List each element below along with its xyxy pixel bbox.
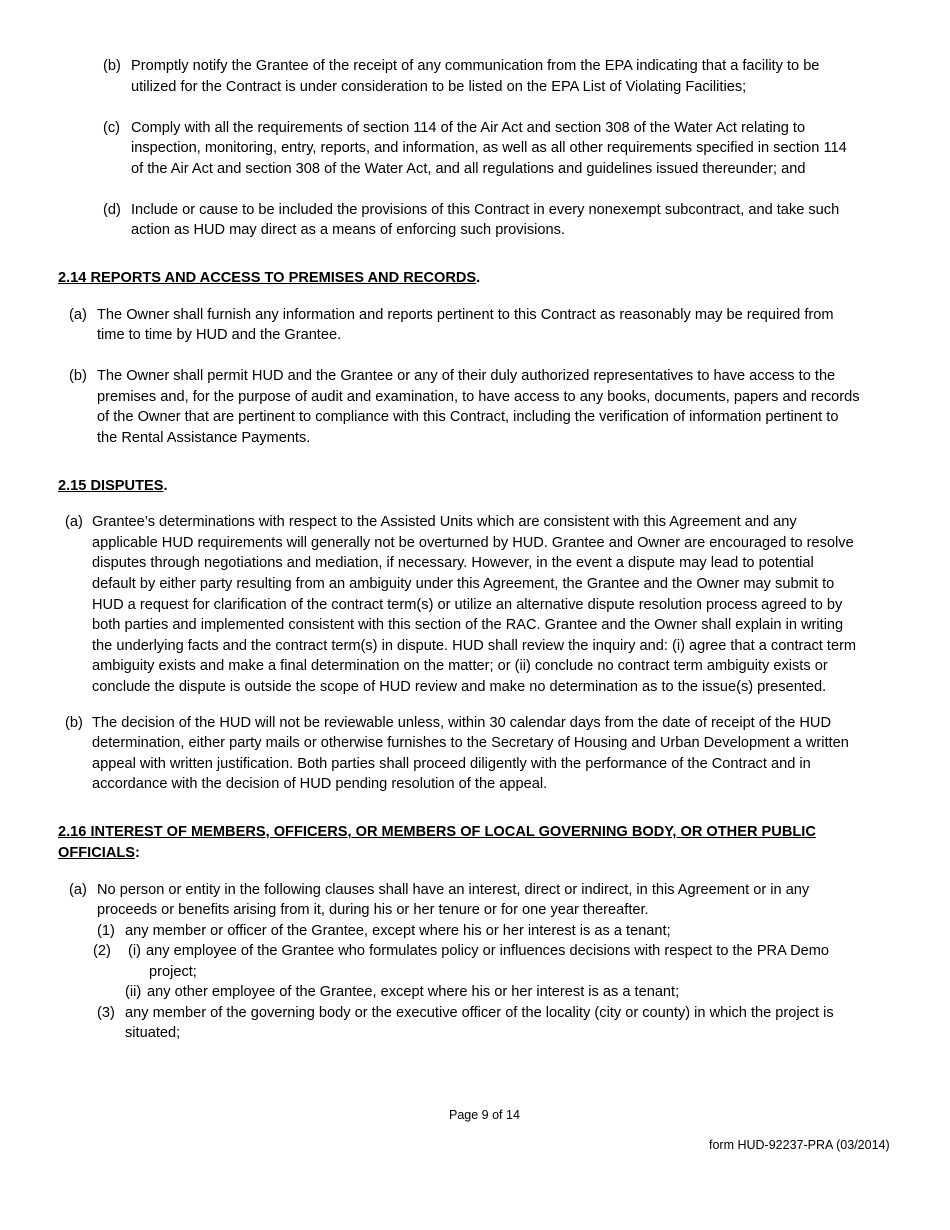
text-line: time to time by HUD and the Grantee. (97, 327, 342, 343)
section-2-16-heading-cont: OFFICIALS: (58, 845, 140, 861)
item-label: (b) (65, 715, 83, 731)
text-line: any employee of the Grantee who formulates policy or influences decisions with respect to the PRA Demo (146, 943, 830, 959)
item-label: (d) (103, 202, 121, 218)
form-id: form HUD-92237-PRA (03/2014) (709, 1138, 890, 1152)
text-line: default by either party resulting from an ambiguity under this Agreement, the Grantee and the Owner may submit to (92, 576, 835, 592)
item-label: (b) (69, 368, 87, 384)
section-number: 2.14 (58, 270, 87, 286)
text-line: appeal with written justification. Both parties shall proceed diligently with the performance of the Contract and in (92, 756, 811, 772)
section-2-14-heading: 2.14 REPORTS AND ACCESS TO PREMISES AND RECORDS. (58, 270, 481, 286)
text-line: disputes through negotiations and mediation, if necessary. However, in the event a dispute may lead to potential (92, 555, 814, 571)
text-line: Comply with all the requirements of section 114 of the Air Act and section 308 of the Water Act relating to (131, 120, 806, 136)
text-line: No person or entity in the following clauses shall have an interest, direct or indirect, in this Agreement or in any (97, 882, 810, 898)
text-line: The Owner shall furnish any information and reports pertinent to this Contract as reasonably may be required from (97, 307, 834, 323)
section-title-cont: OFFICIALS (58, 845, 136, 861)
text-line: determination, either party mails or otherwise furnishes to the Secretary of Housing and Urban Development a written (92, 735, 849, 751)
sub-item-label: (ii) (125, 984, 142, 1000)
section-title: INTEREST OF MEMBERS, OFFICERS, OR MEMBERS OF LOCAL GOVERNING BODY, OR OTHER PUBLIC (90, 824, 816, 840)
text-line: project; (149, 964, 197, 980)
item-label: (3) (97, 1005, 115, 1021)
text-line: utilized for the Contract is under consideration to be listed on the EPA List of Violating Facilities; (131, 79, 747, 95)
item-label: (b) (103, 58, 121, 74)
text-line: the Rental Assistance Payments. (97, 430, 311, 446)
section-2-16-heading (58, 822, 816, 842)
text-line: of the Owner that are pertinent to compliance with this Contract, including the verification of information pertinent to (97, 409, 839, 425)
text-line: Promptly notify the Grantee of the receipt of any communication from the EPA indicating that a facility to be (131, 58, 820, 74)
item-label: (a) (65, 514, 83, 530)
text-line: The decision of the HUD will not be reviewable unless, within 30 calendar days from the date of receipt of the HUD (92, 715, 831, 731)
text-line: inspection, monitoring, entry, reports, and information, as well as all other requirements specified in section 114 (131, 140, 847, 156)
section-number: 2.16 (58, 824, 87, 840)
section-2-15-heading: 2.15 DISPUTES. (58, 478, 168, 494)
text-line: applicable HUD requirements will generally not be overturned by HUD. Grantee and Owner are encouraged to resolve (92, 535, 854, 551)
text-line: of the Air Act and section 308 of the Water Act, and all regulations and guidelines issued thereunder; and (131, 161, 806, 177)
text-line: accordance with the decision of HUD pending resolution of the appeal. (92, 776, 548, 792)
item-label: (a) (69, 307, 87, 323)
text-line: HUD a request for clarification of the contract term(s) or utilize an alternative dispute resolution process agreed to by (92, 597, 843, 613)
item-label: (2) (93, 943, 111, 959)
item-label: (a) (69, 882, 87, 898)
text-line: situated; (125, 1025, 181, 1041)
section-title: REPORTS AND ACCESS TO PREMISES AND RECORDS (90, 270, 477, 286)
page-number: Page 9 of 14 (449, 1108, 520, 1122)
text-line: ambiguity exists and make a final determination on the matter; or (ii) conclude no contract term ambiguity exists or (92, 658, 828, 674)
text-line: proceeds or benefits arising from it, during his or her tenure or for one year thereafter. (97, 902, 649, 918)
text-line: any member of the governing body or the executive officer of the locality (city or county) in which the project is (125, 1005, 834, 1021)
text-line: both parties and implemented consistent with this section of the RAC. Grantee and the Owner shall explain in writing (92, 617, 844, 633)
text-line: The Owner shall permit HUD and the Grantee or any of their duly authorized representatives to have access to the (97, 368, 836, 384)
text-line: conclude the dispute is outside the scope of HUD review and make no determination as to the issue(s) presented. (92, 679, 827, 695)
text-line: any member or officer of the Grantee, except where his or her interest is as a tenant; (125, 923, 671, 939)
section-number: 2.15 (58, 478, 87, 494)
text-line: action as HUD may direct as a means of enforcing such provisions. (131, 222, 565, 238)
text-line: the underlying facts and the contract term(s) in dispute. HUD shall review the inquiry and: (i) agree that a contract term (92, 638, 857, 654)
item-label: (1) (97, 923, 115, 939)
section-title: DISPUTES (90, 478, 164, 494)
sub-item-label: (i) (128, 943, 141, 959)
text-line: Include or cause to be included the provisions of this Contract in every nonexempt subcontract, and take such (131, 202, 840, 218)
item-label: (c) (103, 120, 121, 136)
text-line: premises and, for the purpose of audit and examination, to have access to any books, documents, papers and records (97, 389, 860, 405)
text-line: any other employee of the Grantee, except where his or her interest is as a tenant; (147, 984, 680, 1000)
text-line: Grantee’s determinations with respect to the Assisted Units which are consistent with this Agreement and any (92, 514, 797, 530)
